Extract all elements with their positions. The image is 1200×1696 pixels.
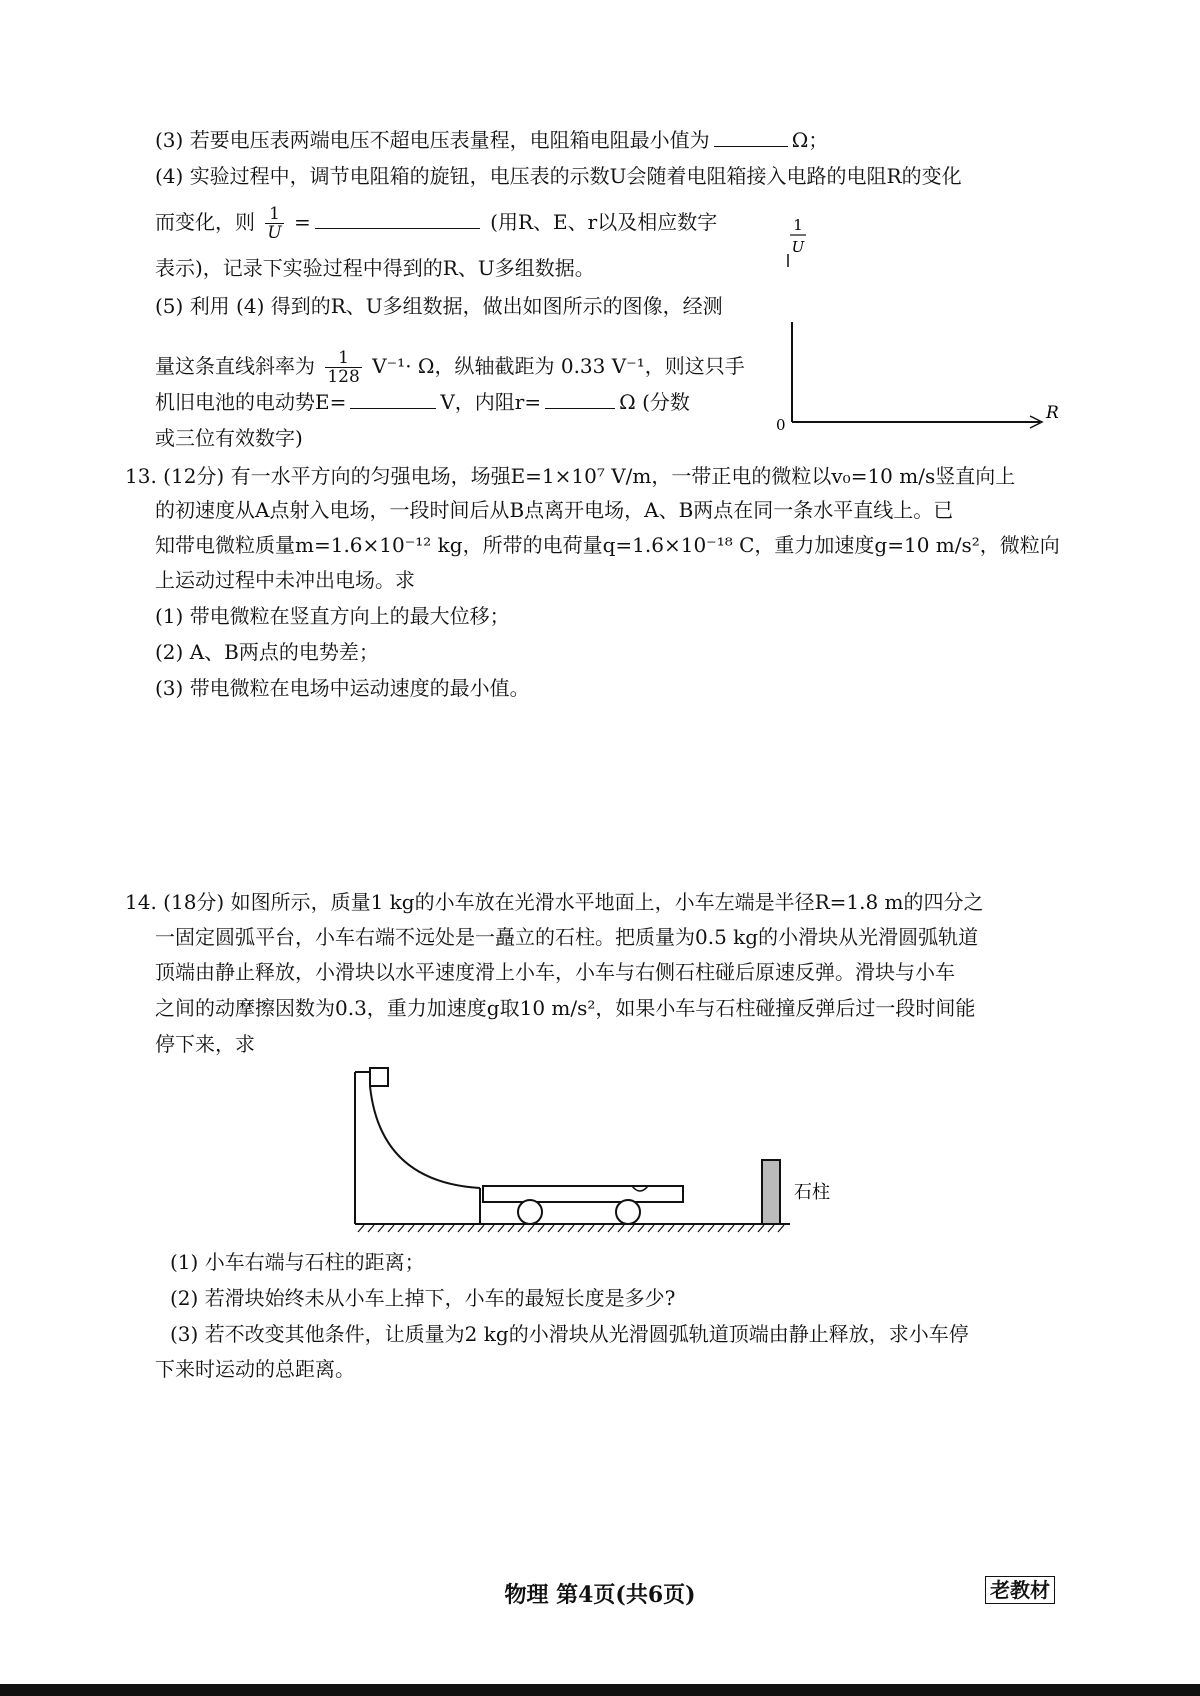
q14-sub2: (2) 若滑块始终未从小车上掉下，小车的最短长度是多少? <box>170 1286 676 1310</box>
scan-bottom-edge <box>0 1684 1200 1696</box>
y-axis-label-numerator: 1 <box>793 216 803 234</box>
circular-arc-track <box>370 1086 480 1188</box>
fraction-one-over-u <box>265 205 283 242</box>
q14-line5: 停下来，求 <box>155 1032 255 1056</box>
cart-wheel-left <box>518 1200 542 1224</box>
q13-line2: 的初速度从A点射入电场，一段时间后从B点离开电场，A、B两点在同一条水平直线上。已 <box>155 498 954 522</box>
q12-emf-label: 机旧电池的电动势E= <box>155 390 347 414</box>
q13-line3: 知带电微粒质量m=1.6×10⁻¹² kg，所带的电荷量q=1.6×10⁻¹⁸ C，重力加速度g=10 m/s²，微粒向 <box>155 533 1060 557</box>
q12-unit-note: Ω (分数 <box>619 390 690 414</box>
cart-wheel-right <box>616 1200 640 1224</box>
fraction-denominator: 128 <box>327 367 360 387</box>
slider-block-at-top <box>370 1068 388 1086</box>
answer-blank <box>315 208 480 229</box>
q12-part5-line2 <box>155 346 745 386</box>
q12-part5-text-b: V⁻¹· Ω，纵轴截距为 0.33 V⁻¹，则这只手 <box>372 354 745 378</box>
q12-part4-text: 而变化，则 <box>155 210 255 234</box>
q13-line1: 13. (12分) 有一水平方向的匀强电场，场强E=1×10⁷ V/m，一带正电的微粒以v₀=10 m/s竖直向上 <box>125 464 1016 488</box>
y-axis-label-denominator: U <box>791 238 805 256</box>
q13-line4: 上运动过程中未冲出电场。求 <box>155 568 415 592</box>
cart-body <box>483 1186 683 1202</box>
q14-sub3-line2: 下来时运动的总距离。 <box>155 1357 355 1381</box>
q14-line2: 一固定圆弧平台，小车右端不远处是一矗立的石柱。把质量为0.5 kg的小滑块从光滑圆弧轨道 <box>155 925 979 949</box>
q12-part5-line1: (5) 利用 (4) 得到的R、U多组数据，做出如图所示的图像，经测 <box>155 294 723 318</box>
q12-part4-hint: (用R、E、r以及相应数字 <box>490 210 718 234</box>
answer-blank <box>545 388 615 409</box>
q12-part4-line1: (4) 实验过程中，调节电阻箱的旋钮，电压表的示数U会随着电阻箱接入电路的电阻R的变化 <box>155 164 962 188</box>
q14-sub1: (1) 小车右端与石柱的距离； <box>170 1250 425 1274</box>
q14-sub3-line1: (3) 若不改变其他条件，让质量为2 kg的小滑块从光滑圆弧轨道顶端由静止释放，求小车停 <box>170 1322 969 1346</box>
unit-text: Ω； <box>791 128 829 152</box>
answer-blank <box>714 126 788 147</box>
edition-tag: 老教材 <box>985 1576 1055 1604</box>
q14-line1: 14. (18分) 如图所示，质量1 kg的小车放在光滑水平地面上，小车左端是半径R=1.8 m的四分之 <box>125 890 984 914</box>
fraction-numerator: 1 <box>325 349 361 368</box>
ground-hatching <box>358 1225 784 1232</box>
q12-part5-line4: 或三位有效数字) <box>155 426 303 450</box>
fraction-numerator: 1 <box>265 205 283 224</box>
stone-pillar <box>762 1160 780 1224</box>
answer-blank <box>350 388 436 409</box>
stone-pillar-label: 石柱 <box>794 1182 830 1203</box>
one-over-u-vs-r-graph <box>768 212 1068 434</box>
q14-line3: 顶端由静止释放，小滑块以水平速度滑上小车，小车与右侧石柱碰后原速反弹。滑块与小车 <box>155 960 955 984</box>
q12-part5-line3 <box>155 388 690 416</box>
q12-part4-line2: 而变化，则 $\frac{1}{U}$ = (用R、E、r以及相应数字 <box>155 204 718 243</box>
q12-part5-text: 量这条直线斜率为 <box>155 354 315 378</box>
fraction-denominator: U <box>267 223 282 243</box>
q12-part3 <box>155 126 828 154</box>
q13-sub3: (3) 带电微粒在电场中运动速度的最小值。 <box>155 676 530 700</box>
x-axis-label: R <box>1046 403 1059 423</box>
q14-line4: 之间的动摩擦因数为0.3，重力加速度g取10 m/s²，如果小车与石柱碰撞反弹后过一段时间能 <box>155 996 976 1020</box>
q12-part4-line3: 表示)，记录下实验过程中得到的R、U多组数据。 <box>155 256 595 280</box>
q12-resistance-label: V，内阻r= <box>440 390 542 414</box>
fraction-slope <box>325 349 361 386</box>
q13-sub1: (1) 带电微粒在竖直方向上的最大位移； <box>155 604 510 628</box>
q12-part3-text: (3) 若要电压表两端电压不超电压表量程，电阻箱电阻最小值为 <box>155 128 710 152</box>
origin-label: 0 <box>776 416 786 434</box>
q13-sub2: (2) A、B两点的电势差； <box>155 640 379 664</box>
cart-arc-pillar-figure <box>350 1062 850 1242</box>
page-footer: 物理 第4页(共6页) <box>504 1582 696 1608</box>
